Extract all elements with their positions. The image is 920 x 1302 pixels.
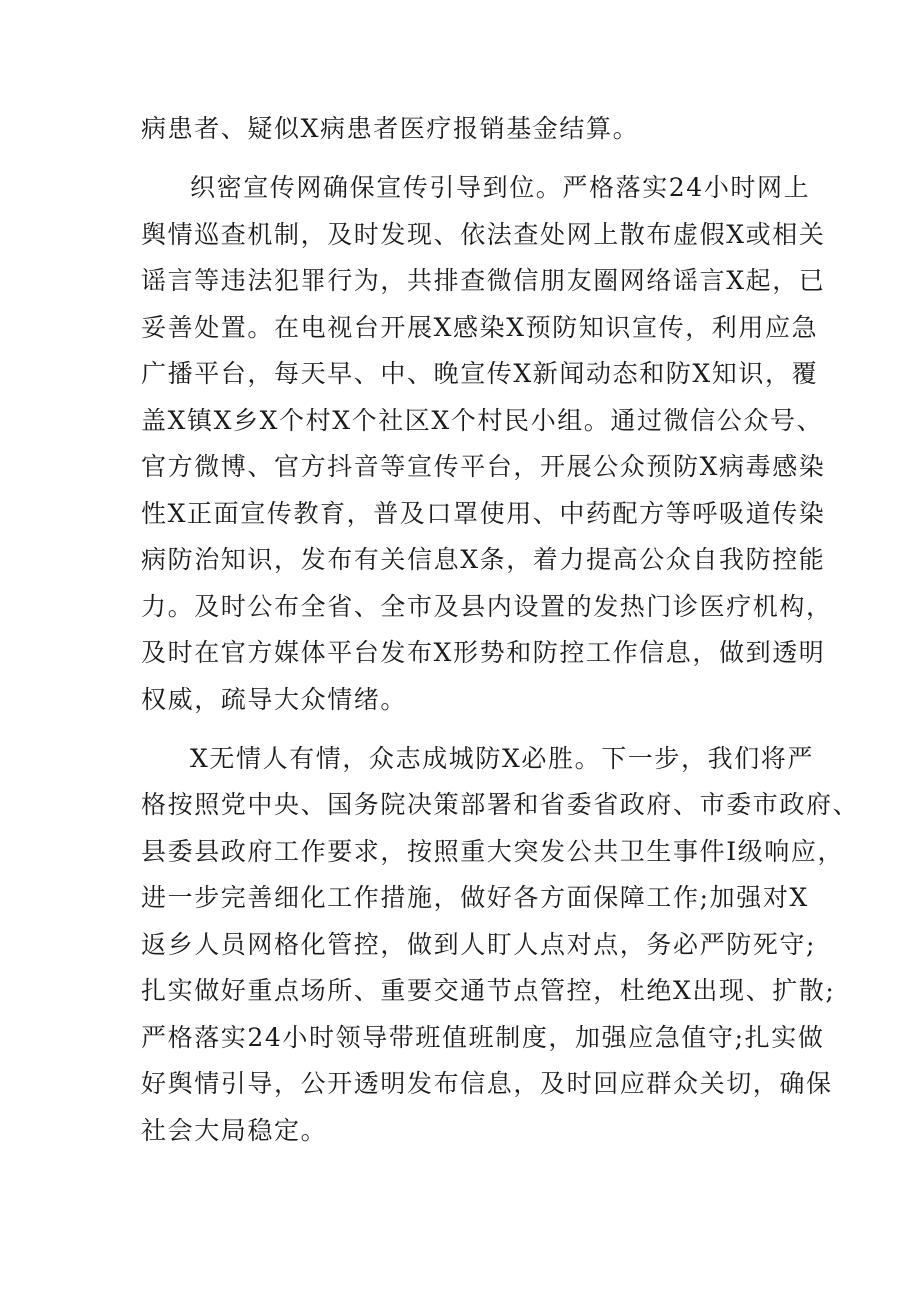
paragraph-line: 社会大局稳定。 <box>141 1116 328 1145</box>
paragraph-line: 舆情巡查机制，及时发现、依法查处网上散布虚假X或相关 <box>141 220 826 249</box>
paragraph-line: 谣言等违法犯罪行为，共排查微信朋友圈网络谣言X起，已 <box>141 266 826 295</box>
paragraph-line: 返乡人员网格化管控，做到人盯人点对点，务必严防死守; <box>141 930 817 959</box>
paragraph-line: 扎实做好重点场所、重要交通节点管控，杜绝X出现、扩散; <box>141 976 836 1005</box>
paragraph-line: 广播平台，每天早、中、晚宣传X新闻动态和防X知识，覆 <box>141 359 819 388</box>
paragraph-line: 权威，疏导大众情绪。 <box>141 685 408 714</box>
paragraph-line: 好舆情引导，公开透明发布信息，及时回应群众关切，确保 <box>141 1069 833 1098</box>
paragraph-line: 县委县政府工作要求，按照重大突发公共卫生事件I级响应， <box>141 837 845 866</box>
paragraph-line: 织密宣传网确保宣传引导到位。严格落实24小时网上 <box>190 173 811 202</box>
paragraph-line: 进一步完善细化工作措施，做好各方面保障工作;加强对X <box>141 883 809 912</box>
paragraph-line: 病防治知识，发布有关信息X条，着力提高公众自我防控能 <box>141 545 826 574</box>
paragraph-line: 妥善处置。在电视台开展X感染X预防知识宣传，利用应急 <box>141 313 819 342</box>
paragraph-line: 官方微博、官方抖音等宣传平台，开展公众预防X病毒感染 <box>141 452 826 481</box>
paragraph-line: 病患者、疑似X病患者医疗报销基金结算。 <box>141 114 640 143</box>
paragraph-line: X无情人有情，众志成城防X必胜。下一步，我们将严 <box>190 744 814 773</box>
paragraph-line: 性X正面宣传教育，普及口罩使用、中药配方等呼吸道传染 <box>141 499 826 528</box>
paragraph-line: 严格落实24小时领导带班值班制度，加强应急值守;扎实做 <box>141 1023 825 1052</box>
paragraph-line: 及时在官方媒体平台发布X形势和防控工作信息，做到透明 <box>141 638 826 667</box>
paragraph-line: 格按照党中央、国务院决策部署和省委省政府、市委市政府、 <box>141 790 860 819</box>
paragraph-line: 盖X镇X乡X个村X个社区X个村民小组。通过微信公众号、 <box>141 406 824 435</box>
paragraph-line: 力。及时公布全省、全市及县内设置的发热门诊医疗机构， <box>141 592 833 621</box>
